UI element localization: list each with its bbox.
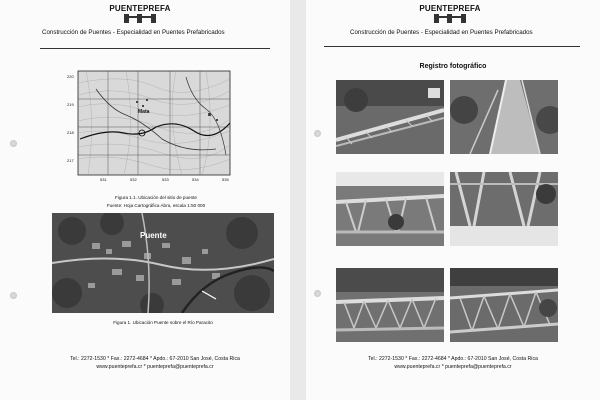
map-x-tick: 531 xyxy=(100,177,107,182)
punch-hole xyxy=(10,140,17,147)
bridge-photo-1 xyxy=(336,80,444,154)
figure2-caption: Figura 1. Ubicación Puente sobre el Río Paracito xyxy=(113,320,213,325)
footer-contact: Tel.: 2272-1530 * Fax.: 2272-4684 * Apdo.: 67-2010 San José, Costa Rica xyxy=(368,356,538,362)
bridge-photo-3 xyxy=(336,172,444,246)
aerial-photo xyxy=(52,213,274,313)
company-tagline: Construcción de Puentes - Especialidad en Puentes Prefabricados xyxy=(350,29,533,36)
map-y-tick: 219 xyxy=(67,102,74,107)
section-title: Registro fotográfico xyxy=(419,63,487,70)
company-name: PUENTEPREFA xyxy=(419,4,481,13)
footer-contact: Tel.: 2272-1530 * Fax.: 2272-4684 * Apdo.: 67-2010 San José, Costa Rica xyxy=(70,356,240,362)
company-logo xyxy=(410,4,490,23)
topographic-map xyxy=(66,69,246,185)
header-rule xyxy=(40,48,270,49)
map-y-tick: 217 xyxy=(67,158,74,163)
bridge-photo-2 xyxy=(450,80,558,154)
map-x-tick: 533 xyxy=(162,177,169,182)
map-x-tick: 532 xyxy=(130,177,137,182)
bridge-photo-5 xyxy=(336,268,444,342)
figure1-caption: Figura 1.1. Ubicación del sitio de puente xyxy=(115,195,197,200)
footer-web: www.puenteprefa.cr * puenteprefa@puenteprefa.cr xyxy=(394,364,512,370)
footer-web: www.puenteprefa.cr * puenteprefa@puenteprefa.cr xyxy=(96,364,214,370)
map-y-tick: 220 xyxy=(67,74,74,79)
bridge-logo-icon xyxy=(434,14,466,23)
bridge-logo-icon xyxy=(124,14,156,23)
map-y-tick: 218 xyxy=(67,130,74,135)
document-page-left xyxy=(0,0,290,400)
bridge-photo-6 xyxy=(450,268,558,342)
figure1-caption-block xyxy=(66,195,246,208)
page-footer xyxy=(326,355,580,371)
document-page-right xyxy=(306,0,600,400)
figure1-source: Fuente: Hoja Cartográfica Abra, escala 1:50 000 xyxy=(106,203,206,208)
page-footer xyxy=(40,355,270,371)
punch-hole xyxy=(314,130,321,137)
map-x-tick: 534 xyxy=(192,177,199,182)
company-name: PUENTEPREFA xyxy=(109,4,171,13)
header-rule xyxy=(324,46,580,47)
punch-hole xyxy=(10,292,17,299)
company-tagline: Construcción de Puentes - Especialidad en Puentes Prefabricados xyxy=(42,29,225,36)
aerial-town-label: Puente xyxy=(140,231,167,240)
company-logo xyxy=(100,4,180,23)
punch-hole xyxy=(314,290,321,297)
map-x-tick: 535 xyxy=(222,177,229,182)
map-place-label: Mata xyxy=(138,109,150,115)
bridge-photo-4 xyxy=(450,172,558,246)
